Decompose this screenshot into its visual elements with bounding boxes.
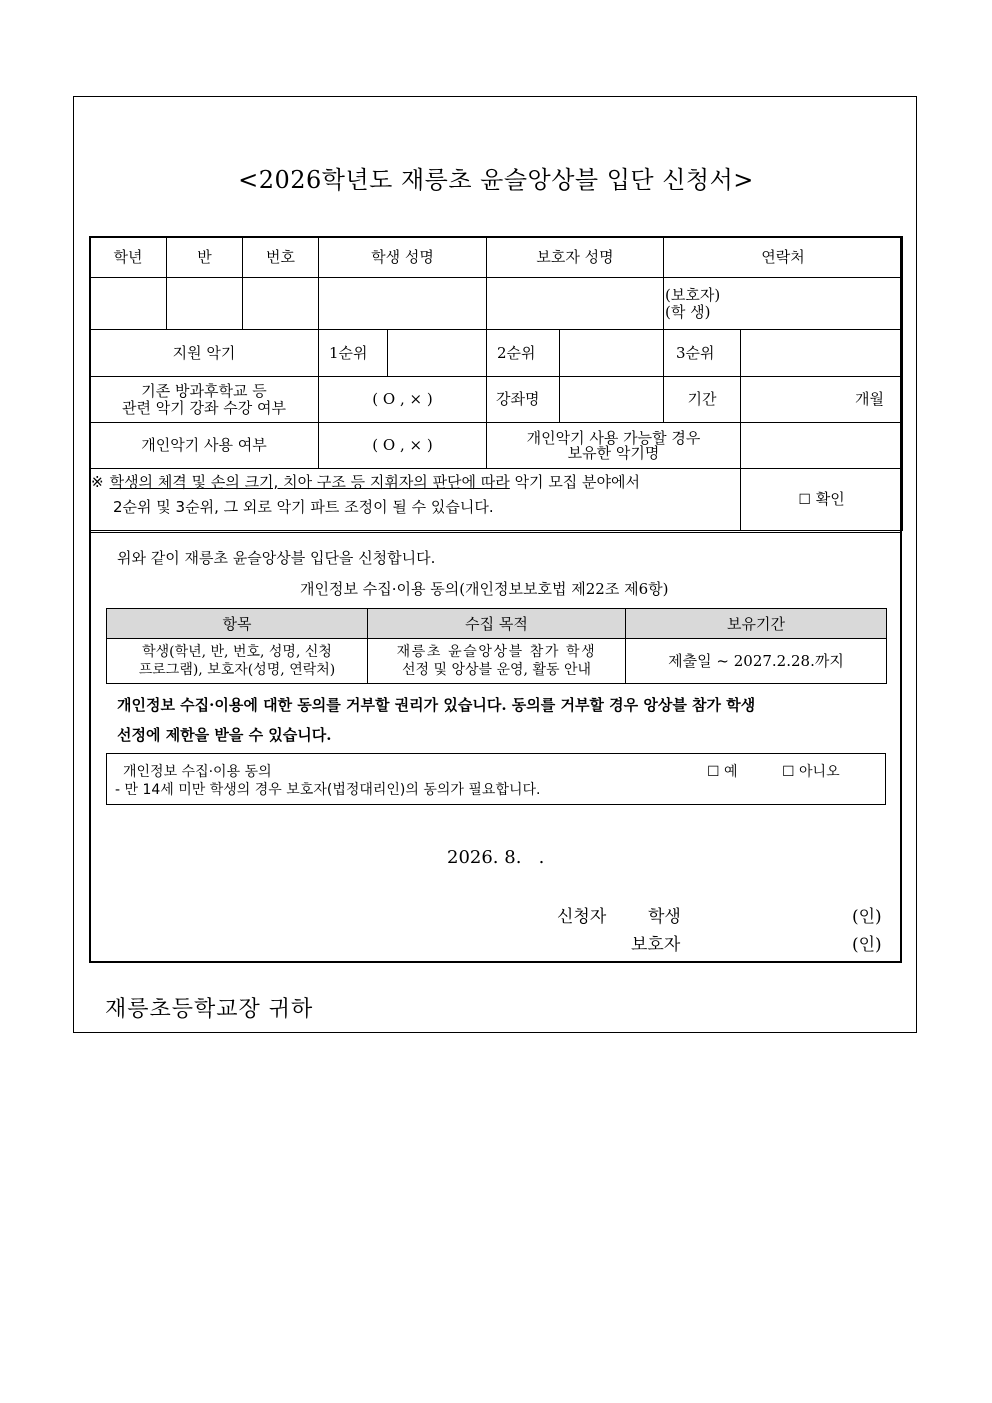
notice-underlined: 학생의 체격 및 손의 크기, 치아 구조 등 지휘자의 판단에 따라: [109, 473, 510, 491]
consent-no-label: 아니오: [799, 764, 840, 780]
consent-no-option[interactable]: [782, 761, 840, 781]
guardian-sign-label: 보호자: [631, 935, 681, 955]
period-label: 기간: [664, 377, 741, 423]
own-instrument-label: 개인악기 사용 여부: [90, 423, 319, 469]
consent-yes-option[interactable]: [707, 761, 738, 781]
confirm-checkbox[interactable]: ☐: [798, 491, 811, 508]
header-row: [90, 237, 903, 278]
owned-instrument-label-line2: 보유한 악기명: [567, 443, 660, 462]
privacy-item-line2: 프로그램), 보호자(성명, 연락처): [138, 662, 336, 678]
refusal-warning-line1: 개인정보 수집·이용에 대한 동의를 거부할 권리가 있습니다. 동의를 거부할 경우 앙상블 참가 학생: [117, 696, 756, 714]
entry-row: [90, 278, 903, 330]
own-instrument-choice[interactable]: ( O , × ): [319, 423, 487, 469]
rank2-label: 2순위: [487, 330, 560, 377]
consent-note: - 만 14세 미만 학생의 경우 보호자(법정대리인)의 동의가 필요합니다.: [115, 782, 541, 798]
prior-course-choice[interactable]: ( O , × ): [319, 377, 487, 423]
privacy-purpose: [368, 639, 626, 684]
student-sign-label: 학생: [648, 907, 681, 927]
header-grade: 학년: [90, 237, 167, 278]
owned-instrument-label-line1: 개인악기 사용 가능할 경우: [526, 428, 701, 447]
privacy-heading: 개인정보 수집·이용 동의(개인정보보호법 제22조 제6항): [300, 580, 669, 598]
applicant-label: 신청자: [557, 907, 607, 927]
student-name-field[interactable]: [319, 278, 487, 330]
contact-field[interactable]: [664, 278, 903, 330]
privacy-col-retention: 보유기간: [626, 609, 887, 639]
header-number: 번호: [243, 237, 319, 278]
addressee: 재릉초등학교장 귀하: [105, 997, 314, 1022]
prior-course-row: [90, 377, 903, 423]
student-seal[interactable]: (인): [852, 907, 882, 927]
prior-course-label-line1: 기존 방과후학교 등: [141, 381, 267, 400]
consent-yes-checkbox[interactable]: ☐: [707, 764, 720, 780]
privacy-purpose-line2: 선정 및 앙상블 운영, 활동 안내: [402, 662, 591, 678]
header-guardian-name: 보호자 성명: [487, 237, 664, 278]
privacy-item-line1: 학생(학년, 반, 번호, 성명, 신청: [142, 644, 332, 660]
prior-course-label-line2: 관련 악기 강좌 수강 여부: [122, 398, 286, 417]
application-date: 2026. 8. .: [447, 847, 545, 868]
consent-yes-label: 예: [724, 764, 738, 780]
prior-course-label: [90, 377, 319, 423]
privacy-col-purpose: 수집 목적: [368, 609, 626, 639]
rank1-field[interactable]: [388, 330, 487, 377]
course-name-field[interactable]: [560, 377, 664, 423]
own-instrument-row: [90, 423, 903, 469]
period-field[interactable]: [741, 377, 903, 423]
instrument-label: 지원 악기: [90, 330, 319, 377]
notice-mark: ※: [91, 473, 104, 491]
notice-rest: 악기 모집 분야에서: [509, 473, 641, 491]
consent-no-checkbox[interactable]: ☐: [782, 764, 795, 780]
header-student-name: 학생 성명: [319, 237, 487, 278]
period-unit: 개월: [855, 390, 885, 408]
course-name-label: 강좌명: [487, 377, 560, 423]
instrument-notice: [91, 470, 739, 520]
consent-label: 개인정보 수집·이용 동의: [123, 764, 272, 780]
grade-field[interactable]: [90, 278, 167, 330]
rank2-field[interactable]: [560, 330, 664, 377]
owned-instrument-label: [487, 423, 741, 469]
confirm-label: 확인: [815, 489, 845, 508]
header-contact: 연락처: [664, 237, 903, 278]
confirm-cell[interactable]: [741, 469, 903, 531]
notice-line2: 2순위 및 3순위, 그 외로 악기 파트 조정이 될 수 있습니다.: [113, 498, 494, 516]
owned-instrument-field[interactable]: [741, 423, 903, 469]
refusal-warning-line2: 선정에 제한을 받을 수 있습니다.: [117, 726, 332, 744]
form-title: <2026학년도 재릉초 윤슬앙상블 입단 신청서>: [238, 166, 754, 194]
consent-box: [106, 753, 886, 805]
rank1-label: 1순위: [319, 330, 388, 377]
privacy-retention: 제출일 ~ 2027.2.28.까지: [626, 639, 887, 684]
section-divider: [89, 532, 902, 533]
rank3-label: 3순위: [664, 330, 741, 377]
header-class: 반: [167, 237, 243, 278]
contact-student-label: (학 생): [665, 302, 711, 321]
privacy-item: [107, 639, 368, 684]
instrument-row: [90, 330, 903, 377]
number-field[interactable]: [243, 278, 319, 330]
privacy-purpose-line1: 재릉초 윤슬앙상블 참가 학생: [396, 644, 597, 660]
class-field[interactable]: [167, 278, 243, 330]
privacy-table: [106, 608, 887, 684]
privacy-header-row: [107, 609, 887, 639]
privacy-data-row: [107, 639, 887, 684]
apply-statement: 위와 같이 재릉초 윤슬앙상블 입단을 신청합니다.: [117, 549, 436, 567]
guardian-seal[interactable]: (인): [852, 935, 882, 955]
refusal-warning: [117, 690, 877, 750]
rank3-field[interactable]: [741, 330, 903, 377]
guardian-name-field[interactable]: [487, 278, 664, 330]
contact-guardian-label: (보호자): [665, 285, 721, 304]
privacy-col-item: 항목: [107, 609, 368, 639]
